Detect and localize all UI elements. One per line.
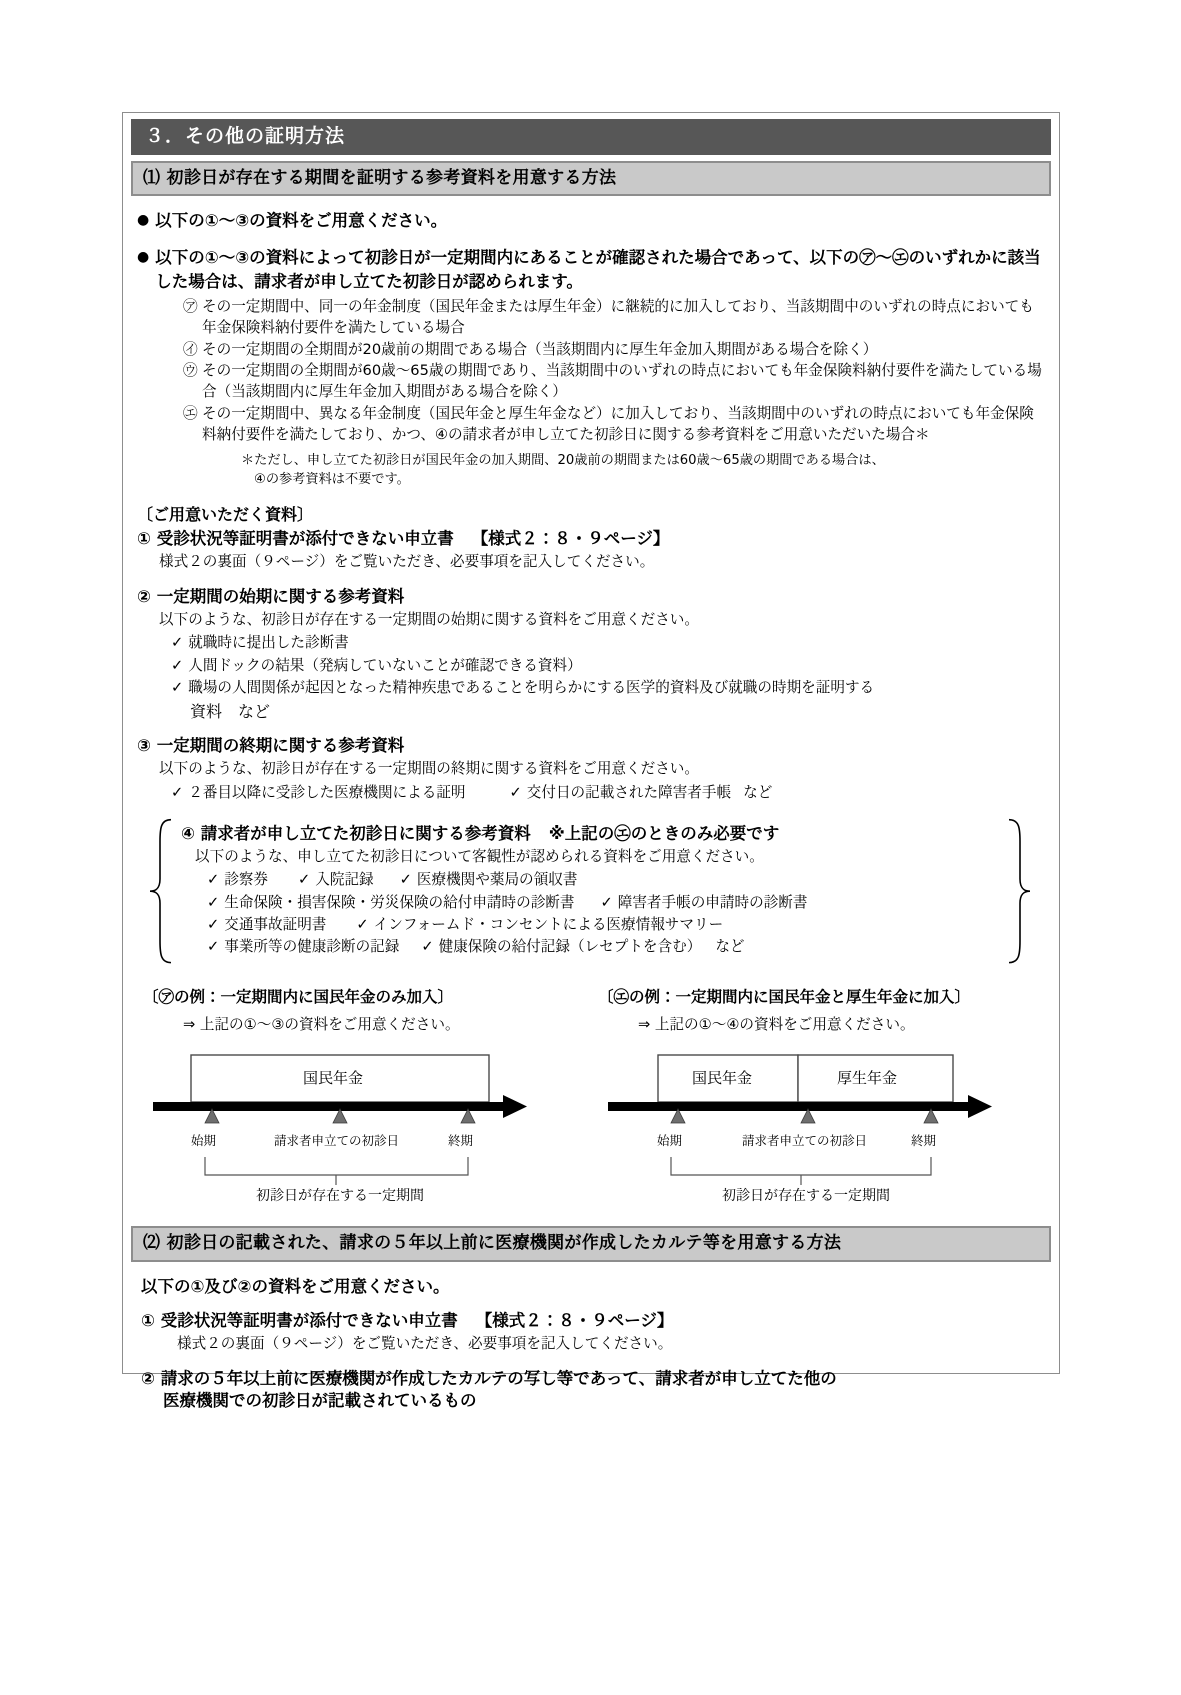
- bullet-dot-icon: ●: [137, 249, 150, 266]
- bottom-item-1-title: [141, 1310, 1045, 1332]
- example-left-instruction: ⇒ 上記の①～③の資料をご用意ください。: [183, 1016, 460, 1034]
- check-icon: ✓: [600, 893, 613, 911]
- timeline-marker-label: 終期: [448, 1133, 474, 1149]
- timeline-marker-label: 請求者申立ての初診日: [742, 1133, 868, 1149]
- material-item-1-form-ref: 【様式２：８・９ページ】: [471, 529, 670, 548]
- bottom-item-2: [137, 1368, 1045, 1413]
- check-icon: ✓: [207, 937, 220, 955]
- footnote: [137, 452, 1045, 489]
- material-item-4-note: ※上記の㋓のときのみ必要です: [548, 823, 780, 843]
- check-icon: ✓: [171, 634, 184, 652]
- document-sheet: [122, 112, 1060, 1411]
- example-right-title: 〔㋓の例：一定期間内に国民年金と厚生年金に加入〕: [598, 988, 971, 1006]
- condition-marker: ㋓: [183, 404, 198, 422]
- timeline-box-label: 厚生年金: [837, 1069, 898, 1088]
- check-text: 入院記録: [315, 871, 374, 889]
- examples-row: [137, 987, 1045, 1212]
- material-item-4-title: [181, 823, 999, 845]
- check-icon: ✓: [171, 783, 184, 801]
- material-item-2-checks: [137, 632, 1045, 721]
- material-item-1-title: [137, 528, 1045, 550]
- condition-text: その一定期間中、異なる年金制度（国民年金と厚生年金など）に加入しており、当該期間中のいずれの時点においても年金保険料納付要件を満たしており、かつ、④の請求者が申し立てた初診日に関する参考資料をご用意いただいた場合＊: [202, 404, 1034, 443]
- material-item-4-desc: 以下のような、申し立てた初診日について客観性が認められる資料をご用意ください。: [195, 847, 764, 865]
- timeline-box-label: 国民年金: [303, 1069, 364, 1088]
- check-text: 就職時に提出した診断書: [188, 634, 349, 652]
- check-icon: ✓: [207, 871, 220, 889]
- list-item: [183, 361, 1045, 402]
- check-text: 診察券: [224, 871, 269, 889]
- condition-marker: ㋒: [183, 362, 198, 380]
- bullet-dot-icon: ●: [137, 212, 150, 229]
- timeline-marker-label: 始期: [657, 1133, 683, 1149]
- list-item: [171, 782, 1045, 803]
- material-item-3: [137, 735, 1045, 803]
- bullet-text: 以下の①～③の資料によって初診日が一定期間内にあることが確認された場合であって、以下の㋐～㋓のいずれかに該当した場合は、請求者が申し立てた初診日が認められます。: [155, 248, 1041, 292]
- check-text-tail: など: [715, 937, 745, 955]
- example-left: [143, 987, 590, 1212]
- material-item-3-checks: [137, 782, 1045, 803]
- bottom-item-2-line-1: ② 請求の５年以上前に医療機関が作成したカルテの写し等であって、請求者が申し立てた他の: [141, 1368, 837, 1388]
- left-brace-icon: [147, 817, 173, 965]
- bullet-item: [137, 246, 1045, 294]
- subsection-2-lead: 以下の①及び②の資料をご用意ください。: [141, 1276, 450, 1296]
- check-icon: ✓: [399, 871, 412, 889]
- check-text: 交通事故証明書: [224, 915, 327, 933]
- material-item-1-desc: 様式２の裏面（９ページ）をご覧いただき、必要事項を記入してください。: [159, 553, 655, 571]
- check-text-tail: など: [743, 783, 773, 801]
- condition-text: その一定期間の全期間が60歳～65歳の期間であり、当該期間中のいずれの時点においても年金保険料納付要件を満たしている場合（当該期間内に厚生年金加入期間がある場合を除く）: [202, 362, 1042, 401]
- check-text: 医療機関や薬局の領収書: [416, 871, 578, 889]
- material-item-4-title-text: ④ 請求者が申し立てた初診日に関する参考資料: [181, 823, 531, 843]
- section-title-bar: ３．その他の証明方法: [131, 119, 1051, 155]
- example-right-timeline: [598, 1047, 1045, 1212]
- check-text: 障害者手帳の申請時の診断書: [617, 893, 808, 911]
- check-text: 事業所等の健康診断の記録: [224, 937, 400, 955]
- check-icon: ✓: [171, 656, 184, 674]
- subsection-1-title: ⑴ 初診日が存在する期間を証明する参考資料を用意する方法: [131, 161, 1051, 197]
- timeline-marker-label: 終期: [911, 1133, 937, 1149]
- conditions-list: [137, 297, 1045, 445]
- check-text: ２番目以降に受診した医療機関による証明: [188, 783, 466, 801]
- condition-text: その一定期間の全期間が20歳前の期間である場合（当該期間内に厚生年金加入期間がある場合を除く）: [202, 340, 878, 358]
- list-item: [183, 297, 1045, 338]
- check-icon: ✓: [421, 937, 434, 955]
- material-item-4: [147, 817, 1033, 965]
- example-right-instruction: ⇒ 上記の①～④の資料をご用意ください。: [638, 1016, 915, 1034]
- material-item-4-checks: [181, 869, 999, 957]
- list-item: [171, 677, 1045, 698]
- check-text: 交付日の記載された障害者手帳: [526, 783, 732, 801]
- list-item: [171, 632, 1045, 653]
- check-text: 人間ドックの結果（発病していないことが確認できる資料）: [188, 656, 582, 674]
- bullet-text: 以下の①～③の資料をご用意ください。: [155, 211, 448, 231]
- condition-marker: ㋑: [183, 340, 198, 358]
- material-item-1: [137, 528, 1045, 573]
- list-item: [207, 892, 999, 913]
- footnote-line-1: ＊ただし、申し立てた初診日が国民年金の加入期間、20歳前の期間または60歳～65歳の期間である場合は、: [241, 453, 885, 469]
- timeline-period-label: 初診日が存在する一定期間: [722, 1188, 890, 1205]
- bottom-item-1-form-ref: 【様式２：８・９ページ】: [475, 1311, 674, 1331]
- list-item: [171, 655, 1045, 676]
- check-icon: ✓: [298, 871, 311, 889]
- material-item-3-desc: 以下のような、初診日が存在する一定期間の終期に関する資料をご用意ください。: [159, 760, 699, 778]
- bottom-item-1: [137, 1310, 1045, 1355]
- condition-marker: ㋐: [183, 298, 198, 316]
- list-item: [207, 914, 999, 935]
- subsection-1-body: [131, 209, 1051, 1212]
- timeline-marker-label: 請求者申立ての初診日: [274, 1133, 400, 1149]
- material-item-3-title: ③ 一定期間の終期に関する参考資料: [137, 735, 405, 755]
- list-item: [207, 936, 999, 957]
- check-text: 健康保険の給付記録（レセプトを含む）: [438, 937, 702, 955]
- right-brace-icon: [1007, 817, 1033, 965]
- list-item: [183, 404, 1045, 445]
- check-text-continuation: 資料 など: [190, 701, 271, 721]
- check-text: 職場の人間関係が起因となった精神疾患であることを明らかにする医学的資料及び就職の時期を証明する: [188, 678, 875, 696]
- timeline-marker-label: 始期: [191, 1133, 217, 1149]
- footnote-line-2: ④の参考資料は不要です。: [254, 471, 410, 487]
- example-left-title: 〔㋐の例：一定期間内に国民年金のみ加入〕: [143, 988, 454, 1006]
- check-icon: ✓: [356, 915, 369, 933]
- material-item-1-title-text: ① 受診状況等証明書が添付できない申立書: [137, 529, 454, 548]
- check-icon: ✓: [207, 893, 220, 911]
- material-item-2-title: ② 一定期間の始期に関する参考資料: [137, 586, 405, 606]
- list-item: [207, 869, 999, 890]
- check-text: 生命保険・損害保険・労災保険の給付申請時の診断書: [224, 893, 575, 911]
- subsection-2-title: ⑵ 初診日の記載された、請求の５年以上前に医療機関が作成したカルテ等を用意する方法: [131, 1226, 1051, 1262]
- material-item-2: [137, 586, 1045, 722]
- check-icon: ✓: [509, 783, 522, 801]
- list-item: [183, 340, 1045, 361]
- condition-text: その一定期間中、同一の年金制度（国民年金または厚生年金）に継続的に加入しており、当該期間中のいずれの時点においても年金保険料納付要件を満たしている場合: [202, 298, 1034, 336]
- bullet-item: [137, 209, 1045, 233]
- example-right: [598, 987, 1045, 1212]
- check-icon: ✓: [171, 678, 184, 696]
- bottom-item-1-desc: 様式２の裏面（９ページ）をご覧いただき、必要事項を記入してください。: [177, 1335, 673, 1353]
- timeline-box-label: 国民年金: [692, 1069, 753, 1088]
- check-icon: ✓: [207, 915, 220, 933]
- check-text: インフォームド・コンセントによる医療情報サマリー: [373, 915, 724, 933]
- material-item-2-desc: 以下のような、初診日が存在する一定期間の始期に関する資料をご用意ください。: [159, 610, 699, 628]
- bottom-item-2-line-2: 医療機関での初診日が記載されているもの: [163, 1391, 477, 1411]
- materials-heading: 〔ご用意いただく資料〕: [137, 505, 314, 525]
- timeline-period-label: 初診日が存在する一定期間: [256, 1188, 424, 1205]
- bottom-item-1-title-text: ① 受診状況等証明書が添付できない申立書: [141, 1311, 458, 1331]
- subsection-2-body: [131, 1276, 1051, 1413]
- example-left-timeline: [143, 1047, 590, 1212]
